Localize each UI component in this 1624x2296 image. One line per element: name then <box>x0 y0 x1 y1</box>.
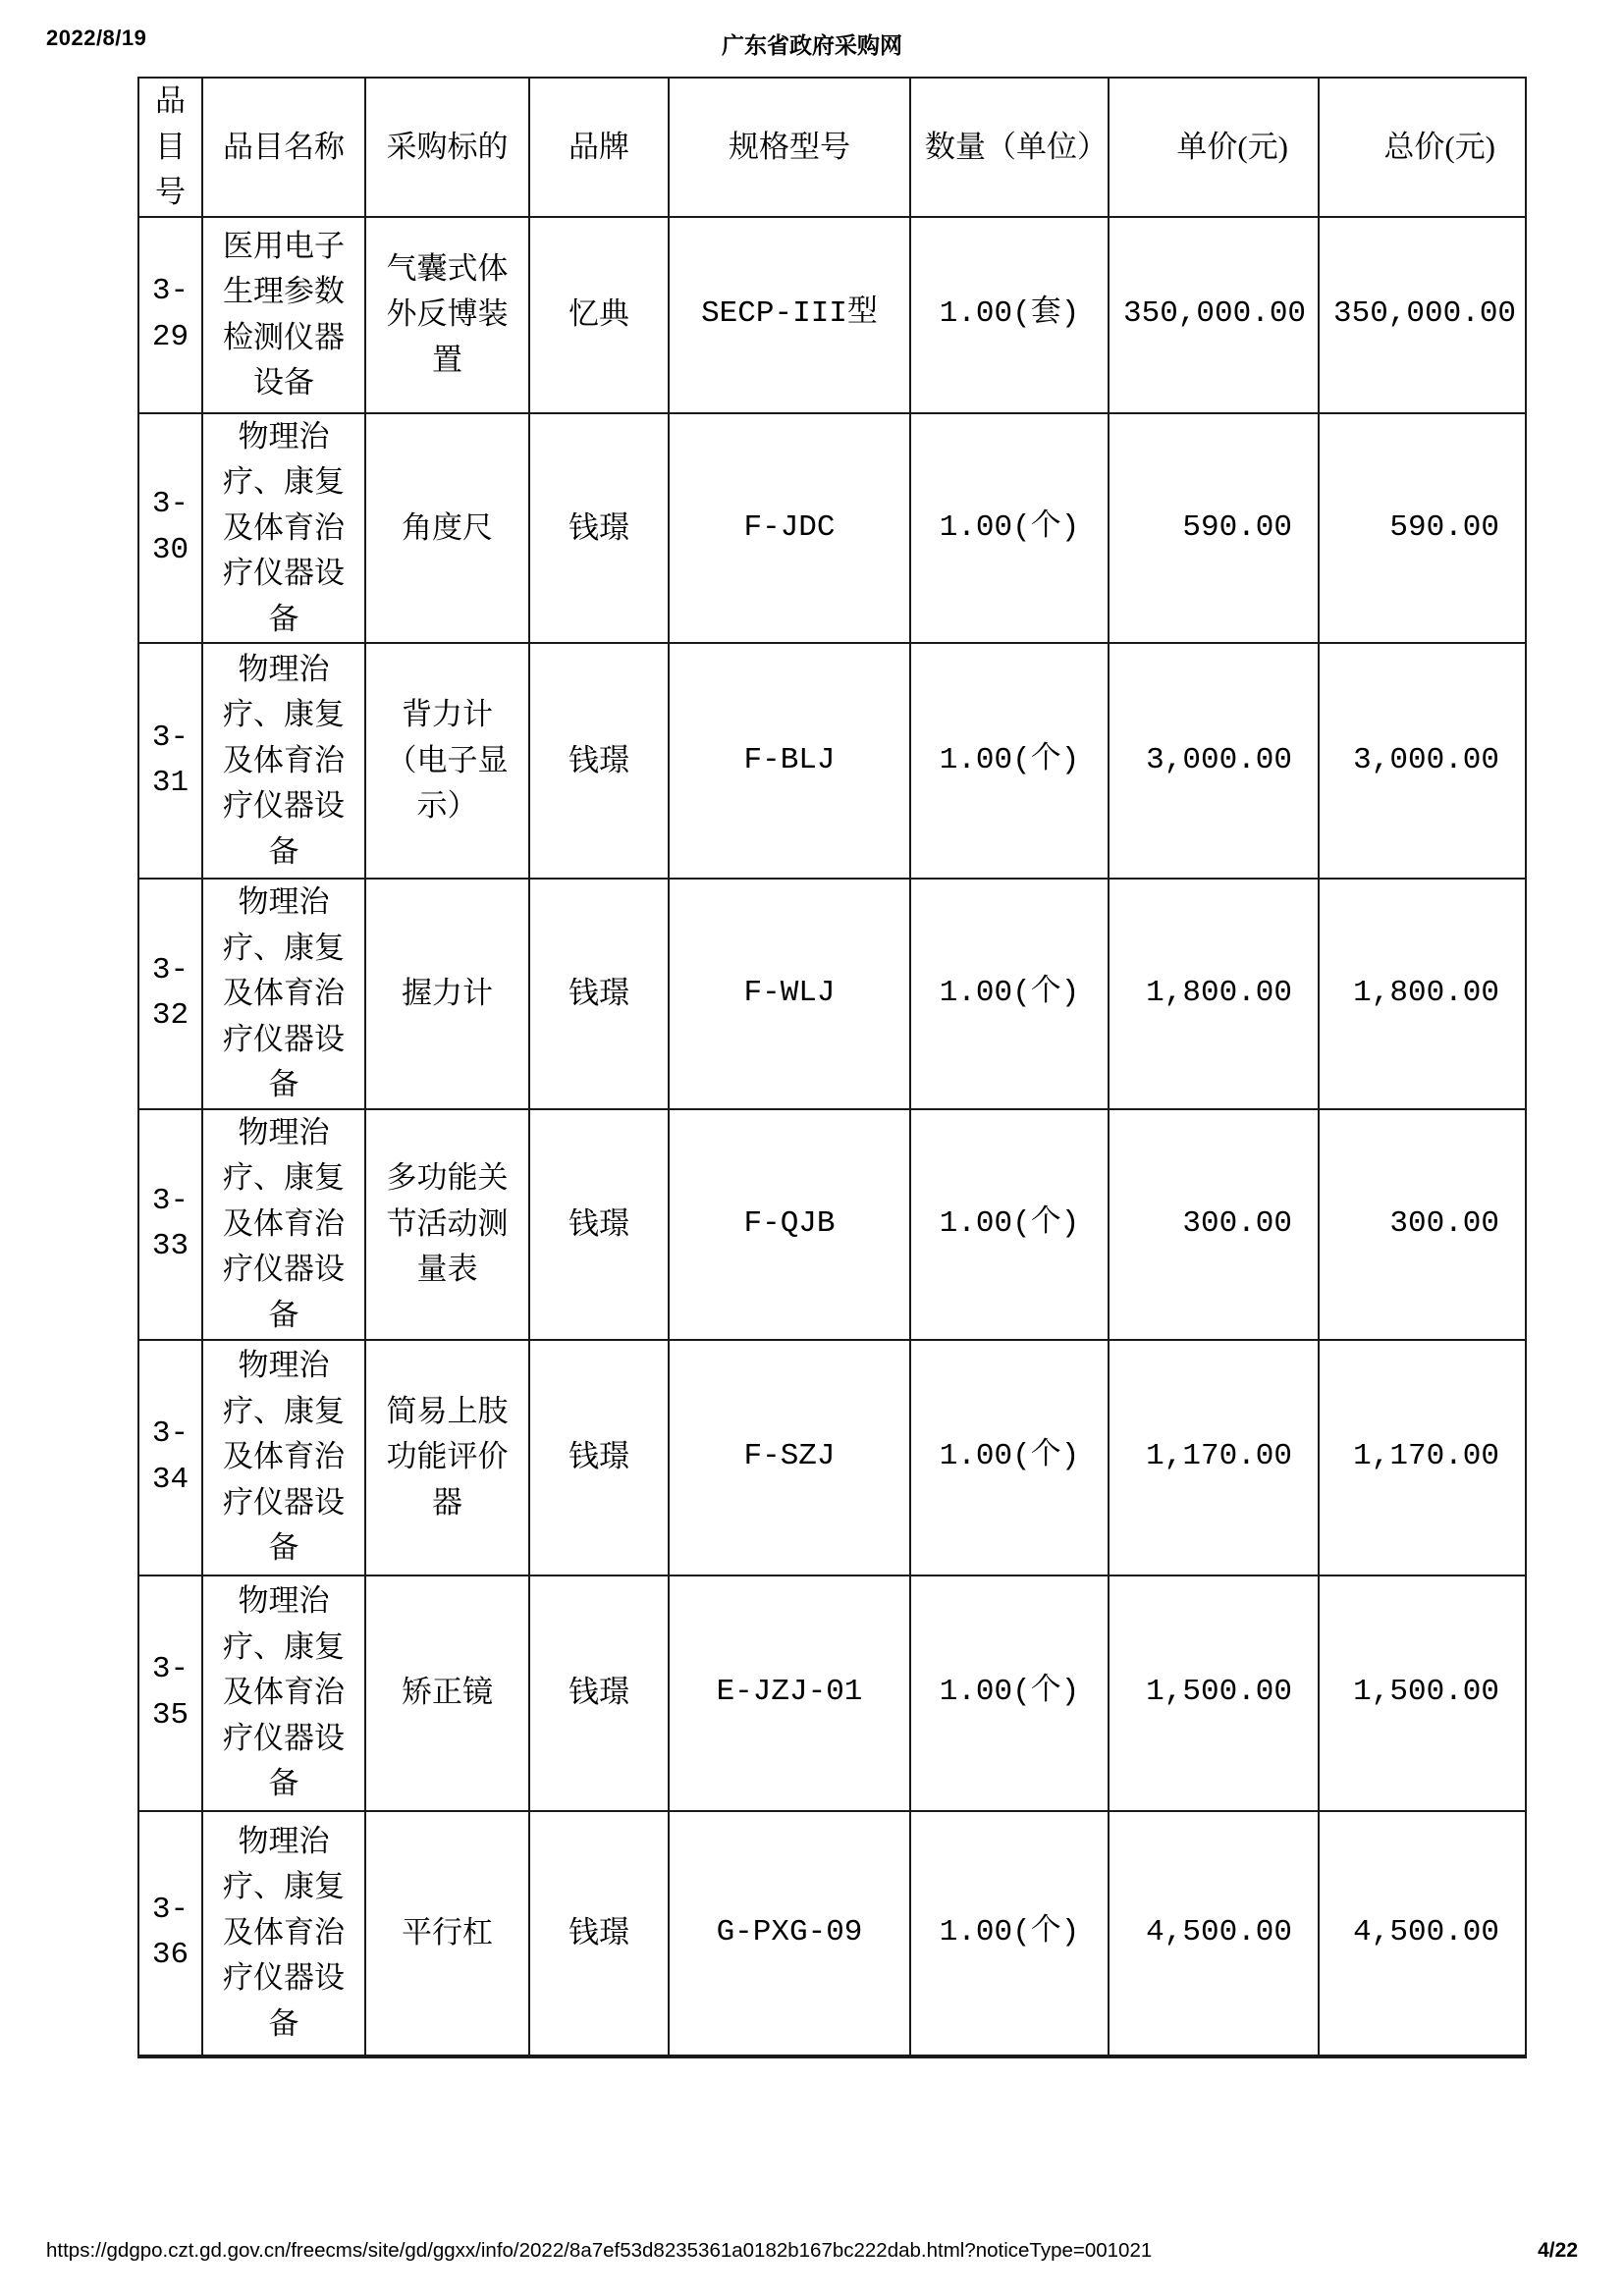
table-header-row <box>138 78 1526 217</box>
cell-quantity: 1.00(个) <box>910 1340 1109 1575</box>
cell-subject: 简易上肢功能评价器 <box>365 1340 529 1575</box>
cell-model: F-JDC <box>669 413 910 644</box>
cell-quantity: 1.00(个) <box>910 879 1109 1109</box>
cell-item-no: 3-36 <box>138 1811 202 2056</box>
cell-quantity: 1.00(个) <box>910 1575 1109 1811</box>
cell-model: G-PXG-09 <box>669 1811 910 2056</box>
cell-item-name: 物理治疗、康复及体育治疗仪器设备 <box>202 413 365 644</box>
cell-unit-price: 350,000.00 <box>1109 217 1319 413</box>
cell-subject: 矫正镜 <box>365 1575 529 1811</box>
print-date: 2022/8/19 <box>46 26 147 50</box>
cell-unit-price: 4,500.00 <box>1109 1811 1319 2056</box>
cell-brand: 钱璟 <box>529 1811 669 2056</box>
cell-total-price: 590.00 <box>1319 413 1526 644</box>
cell-item-no: 3-33 <box>138 1109 202 1340</box>
cell-quantity: 1.00(套) <box>910 217 1109 413</box>
cell-total-price: 350,000.00 <box>1319 217 1526 413</box>
cell-subject: 背力计（电子显示） <box>365 643 529 879</box>
cell-subject: 气囊式体外反博装置 <box>365 217 529 413</box>
cell-item-no: 3-30 <box>138 413 202 644</box>
cell-item-name: 医用电子生理参数检测仪器设备 <box>202 217 365 413</box>
table-row <box>138 879 1526 1109</box>
cell-subject: 角度尺 <box>365 413 529 644</box>
table-row <box>138 217 1526 413</box>
cell-subject: 握力计 <box>365 879 529 1109</box>
print-header <box>46 26 1578 61</box>
cell-unit-price: 1,170.00 <box>1109 1340 1319 1575</box>
site-title: 广东省政府采购网 <box>722 32 902 58</box>
cell-brand: 钱璟 <box>529 413 669 644</box>
cell-quantity: 1.00(个) <box>910 413 1109 644</box>
cell-total-price: 1,500.00 <box>1319 1575 1526 1811</box>
cell-model: E-JZJ-01 <box>669 1575 910 1811</box>
cell-brand: 钱璟 <box>529 1109 669 1340</box>
header-item-no: 品目号 <box>138 78 202 217</box>
cell-item-no: 3-32 <box>138 879 202 1109</box>
cell-item-name: 物理治疗、康复及体育治疗仪器设备 <box>202 643 365 879</box>
table-row <box>138 413 1526 644</box>
header-model: 规格型号 <box>669 78 910 217</box>
table-row <box>138 1109 1526 1340</box>
cell-unit-price: 300.00 <box>1109 1109 1319 1340</box>
cell-model: F-WLJ <box>669 879 910 1109</box>
cell-model: F-QJB <box>669 1109 910 1340</box>
cell-total-price: 300.00 <box>1319 1109 1526 1340</box>
cell-model: SECP-III型 <box>669 217 910 413</box>
cell-total-price: 1,800.00 <box>1319 879 1526 1109</box>
cell-item-no: 3-35 <box>138 1575 202 1811</box>
table-row <box>138 643 1526 879</box>
cell-brand: 钱璟 <box>529 879 669 1109</box>
footer-url: https://gdgpo.czt.gd.gov.cn/freecms/site/gd/ggxx/info/2022/8a7ef53d8235361a0182b167bc222dab.html?noticeType=001021 <box>46 2239 1153 2262</box>
cell-item-no: 3-31 <box>138 643 202 879</box>
table-row <box>138 1811 1526 2056</box>
cell-quantity: 1.00(个) <box>910 1811 1109 2056</box>
cell-subject: 平行杠 <box>365 1811 529 2056</box>
cell-quantity: 1.00(个) <box>910 643 1109 879</box>
cell-brand: 忆典 <box>529 217 669 413</box>
cell-unit-price: 1,500.00 <box>1109 1575 1319 1811</box>
cell-subject: 多功能关节活动测量表 <box>365 1109 529 1340</box>
print-footer <box>46 2239 1578 2269</box>
cell-total-price: 3,000.00 <box>1319 643 1526 879</box>
header-unit-price: 单价(元) <box>1109 78 1319 217</box>
header-brand: 品牌 <box>529 78 669 217</box>
cell-unit-price: 1,800.00 <box>1109 879 1319 1109</box>
cell-item-name: 物理治疗、康复及体育治疗仪器设备 <box>202 1575 365 1811</box>
header-total-price: 总价(元) <box>1319 78 1526 217</box>
cell-item-name: 物理治疗、康复及体育治疗仪器设备 <box>202 1340 365 1575</box>
cell-brand: 钱璟 <box>529 643 669 879</box>
table-row <box>138 1575 1526 1811</box>
header-quantity: 数量（单位） <box>910 78 1109 217</box>
cell-brand: 钱璟 <box>529 1575 669 1811</box>
table-row <box>138 1340 1526 1575</box>
header-subject: 采购标的 <box>365 78 529 217</box>
cell-quantity: 1.00(个) <box>910 1109 1109 1340</box>
procurement-items-table <box>137 77 1527 2058</box>
cell-item-no: 3-29 <box>138 217 202 413</box>
cell-item-name: 物理治疗、康复及体育治疗仪器设备 <box>202 879 365 1109</box>
cell-unit-price: 590.00 <box>1109 413 1319 644</box>
cell-brand: 钱璟 <box>529 1340 669 1575</box>
cell-total-price: 1,170.00 <box>1319 1340 1526 1575</box>
cell-item-name: 物理治疗、康复及体育治疗仪器设备 <box>202 1811 365 2056</box>
cell-model: F-BLJ <box>669 643 910 879</box>
page-indicator: 4/22 <box>1538 2239 1578 2262</box>
cell-item-name: 物理治疗、康复及体育治疗仪器设备 <box>202 1109 365 1340</box>
cell-total-price: 4,500.00 <box>1319 1811 1526 2056</box>
cell-model: F-SZJ <box>669 1340 910 1575</box>
header-item-name: 品目名称 <box>202 78 365 217</box>
cell-unit-price: 3,000.00 <box>1109 643 1319 879</box>
cell-item-no: 3-34 <box>138 1340 202 1575</box>
